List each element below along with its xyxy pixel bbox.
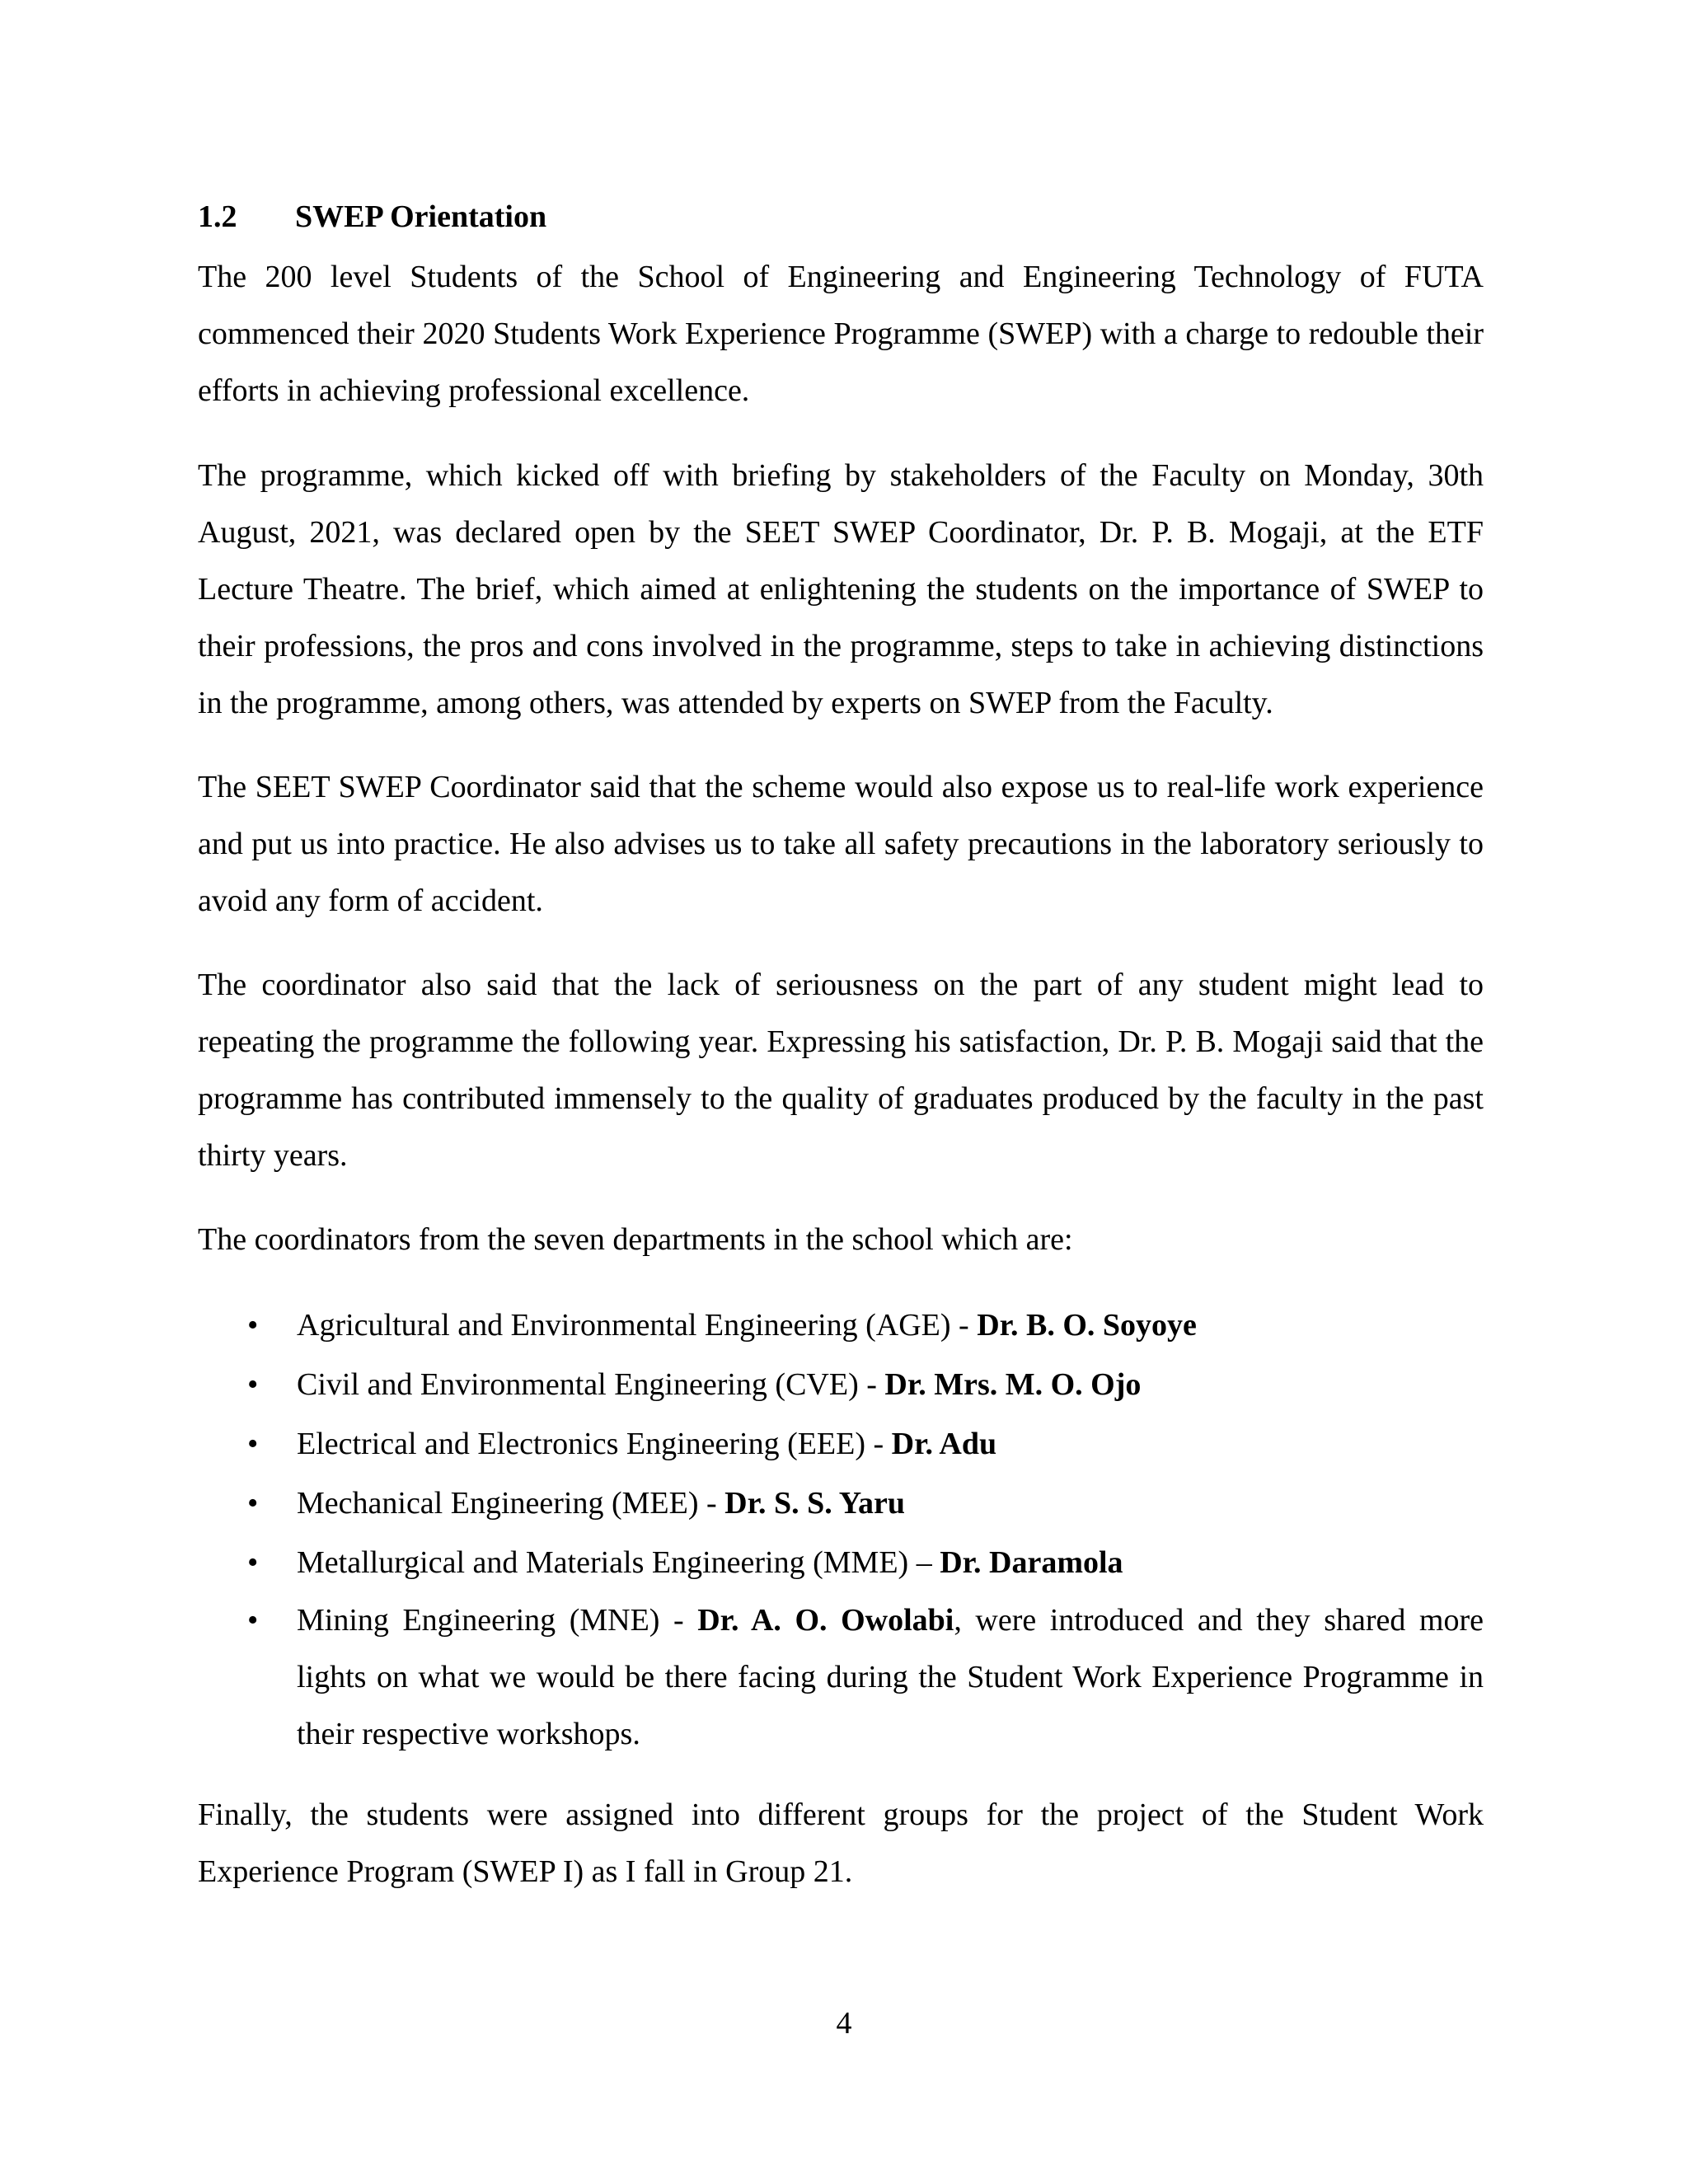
page-number: 4 xyxy=(836,2006,852,2041)
bullet-icon: • xyxy=(247,1427,259,1461)
coordinator-name: Dr. Mrs. M. O. Ojo xyxy=(884,1367,1142,1402)
coordinator-name: Dr. A. O. Owolabi xyxy=(697,1603,954,1638)
list-item xyxy=(198,1355,1484,1414)
section-heading xyxy=(198,196,1484,237)
list-item xyxy=(198,1533,1484,1592)
list-item-continuation: , were introduced and they shared more lights on what we would be there facing during the Student Work Experience Programme in their respective workshops. xyxy=(297,1603,1484,1751)
department-name: Electrical and Electronics Engineering (EEE) - xyxy=(297,1427,892,1461)
list-item xyxy=(198,1414,1484,1474)
coordinator-name: Dr. Adu xyxy=(891,1427,997,1461)
coordinator-name: Dr. B. O. Soyoye xyxy=(977,1308,1197,1343)
coordinator-advice-paragraph: The SEET SWEP Coordinator said that the scheme would also expose us to real-life work experience and put us into practice. He also advises us to take all safety precautions in the laboratory seriously to avoid any form of accident. xyxy=(198,770,1484,918)
bullet-icon: • xyxy=(247,1486,259,1521)
closing-paragraph: Finally, the students were assigned into different groups for the project of the Student Work Experience Program (SWEP I) as I fall in Group 21. xyxy=(198,1797,1484,1889)
coordinator-name: Dr. Daramola xyxy=(940,1545,1123,1580)
bullet-icon: • xyxy=(247,1367,259,1402)
bullet-icon: • xyxy=(247,1308,259,1343)
department-name: Civil and Environmental Engineering (CVE) - xyxy=(297,1367,885,1402)
department-name: Metallurgical and Materials Engineering (MME) – xyxy=(297,1545,940,1580)
section-number: 1.2 xyxy=(198,199,237,234)
departments-intro-paragraph: The coordinators from the seven departments in the school which are: xyxy=(198,1222,1073,1257)
department-name: Mechanical Engineering (MEE) - xyxy=(297,1486,725,1521)
bullet-icon: • xyxy=(247,1545,259,1580)
list-item xyxy=(198,1592,1484,1763)
document-page xyxy=(198,196,1484,1928)
list-item xyxy=(198,1296,1484,1355)
coordinator-list xyxy=(198,1296,1484,1763)
list-item xyxy=(198,1474,1484,1533)
seriousness-paragraph: The coordinator also said that the lack of seriousness on the part of any student might lead to repeating the programme the following year. Expressing his satisfaction, Dr. P. B. Mogaji said that the programme has contributed immensely to the quality of graduates produced by the faculty in the past thirty years. xyxy=(198,968,1484,1173)
department-name: Agricultural and Environmental Engineering (AGE) - xyxy=(297,1308,978,1343)
coordinator-name: Dr. S. S. Yaru xyxy=(724,1486,906,1521)
section-title: SWEP Orientation xyxy=(295,199,547,234)
intro-paragraph: The 200 level Students of the School of Engineering and Engineering Technology of FUTA commenced their 2020 Students Work Experience Programme (SWEP) with a charge to redouble their efforts in achieving professional excellence. xyxy=(198,260,1484,408)
programme-paragraph: The programme, which kicked off with briefing by stakeholders of the Faculty on Monday, 30th August, 2021, was declared open by the SEET SWEP Coordinator, Dr. P. B. Mogaji, at the ETF Lecture Theatre. The brief, which aimed at enlightening the students on the importance of SWEP to their professions, the pros and cons involved in the programme, steps to take in achieving distinctions in the programme, among others, was attended by experts on SWEP from the Faculty. xyxy=(198,458,1484,720)
department-name: Mining Engineering (MNE) - xyxy=(297,1603,698,1638)
bullet-icon: • xyxy=(247,1603,259,1638)
